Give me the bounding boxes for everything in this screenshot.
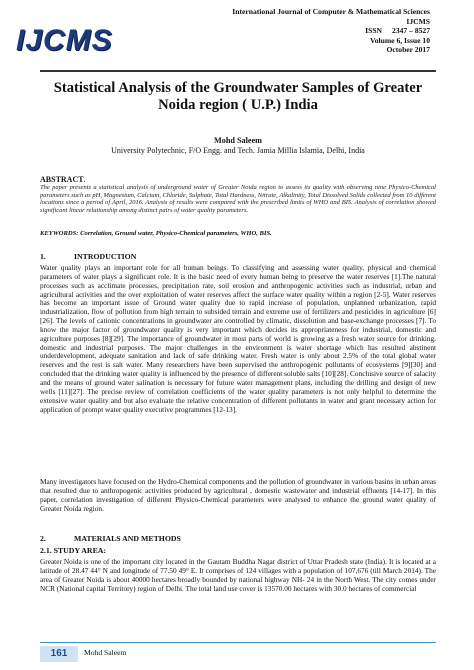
- journal-name: International Journal of Computer & Mathematical Sciences: [232, 7, 430, 16]
- paper-author: Mohd Saleem: [214, 136, 262, 145]
- journal-issn: [232, 26, 430, 36]
- abstract-text: The paper presents a statistical analysis of underground water of Greater Noida region to assess its quality with observing nine Physico-Chemical parameters such as pH, Magnesium, Calcium, Chloride, Sulphate, Total Hardness, Nitrate, Alkalinity, Total Dissolved Solids collected from 10 different locations since a period of April, 2016. Analysis of results were compared with the prescribed limits of WHO and BIS. Analysis of correlation showed significant linear relationship among distinct pairs of water quality parameters.: [40, 184, 436, 215]
- paper-affiliation: University Polytechnic, F/O Engg. and Tech. Jamia Millia Islamia, Delhi, India: [111, 146, 365, 155]
- section-2-number: 2.: [40, 534, 46, 543]
- section-2-heading: [40, 534, 181, 543]
- issn-value: 2347 – 8527: [392, 26, 430, 35]
- journal-header: [0, 0, 474, 72]
- section-1-number: 1.: [40, 252, 46, 261]
- keywords: KEYWORDS: Correlation, Ground water, Physico-Chemical parameters, WHO, BIS.: [40, 230, 272, 237]
- footer-divider: [40, 642, 436, 643]
- header-divider: [40, 70, 436, 72]
- journal-abbrev: IJCMS: [406, 16, 430, 26]
- intro-paragraph-2: Many investigators have focused on the Hydro-Chemical components and the pollution of groundwater in various basins in urban areas that resulted due to anthropogenic activities produced by agricultural , domestic wastewater and industrial effluents [14-17]. In this paper, correlation investigation of different Physico-Chemical parameters were analysed to enhance the ground water quality of Greater Noida region.: [40, 477, 436, 513]
- page-number: 161: [40, 646, 78, 662]
- abstract-heading: ABSTRACT.: [40, 175, 86, 184]
- journal-logo: IJCMS: [16, 24, 113, 57]
- issn-label: ISSN: [365, 26, 383, 35]
- section-1-title: INTRODUCTION: [74, 252, 137, 261]
- journal-info: [232, 7, 430, 55]
- paper-title: Statistical Analysis of the Groundwater Samples of Greater Noida region ( U.P.) India: [53, 80, 423, 113]
- section-2-title: MATERIALS AND METHODS: [74, 534, 181, 543]
- intro-paragraph-1: Water quality plays an important role for all human beings. To classifying and assessing water quality, physical and chemical parameters of water plays a significant role. It is the basic need of every human being to preserve the water reserves [1].The natural processes such as acclimate processes, precipitation rate, soil erosion and anthropogenic activities such as industrial, urban and agricultural activities and the over exploitation of water reserves affect the surface water quality within a region [2-5]. Water reserves has become an important issue of Ground water quality due to rapid increase of population, unplanned urbanization, rapid industrialization, flow of pollution from high terrain to subsided terrain and extreme use of fertilizers and pesticides in agriculture [6][26]. The levels of cationic concentrations in groundwater are controlled by climatic, dissolution and base-exchange processes [7]. To know the major factor of groundwater quality is very important which decides its appropriateness for industrial, domestic and agriculture purposes [8][29]. The importance of groundwater in most parts of world is growing as a fresh water source for drinking, domestic and industrial purposes. The major challenges in the environment is water shortage which has resulted abstinent underdevelopment, adequate sanitation and lack of safe drinking water. Fresh water is only about 2.5% of the total global water reserves and the rest is salt water. Many researchers have been supervised the anthropogenic pollutants of ecosystems [9][30] and concluded that the drinking water quality is influenced by the presence of different soluble salts [10][28]. Conclusive source of salacity and the means of ground water salination is necessary for future water management plans, including the drilling and design of new wells [11][27]. The precise review of correlation coefficients of the water quality parameters is not only helpful to determine the extensive water quality and but also evaluate the relative concentration of different pollutants in water and grant necessary action for application of prompt water quality executive programmes [12-13].: [40, 263, 436, 414]
- subsection-study-area: 2.1. STUDY AREA:: [40, 546, 106, 555]
- journal-volume: Volume 6, Issue 10: [369, 35, 430, 45]
- footer-author: Mohd Saleem: [84, 648, 127, 657]
- section-1-heading: [40, 252, 136, 261]
- journal-date: October 2017: [386, 45, 430, 54]
- study-area-paragraph: Greater Noida is one of the important city located in the Gautam Buddha Nagar district of Uttar Pradesh state (India). It is located at a latitude of 28.47 44° N and longitude of 77.50 49° E. It comprises of 124 villages with a population of 107,676 (till March 2014). The area of Greater Noida is about 40000 hectares broadly bounded by national highway NH- 24 in the North West. The city comes under NCR (National capital Territory) region of Delhi. The total land use cover is 13570.00 hectares with 30.0 hectares of commercial: [40, 557, 436, 593]
